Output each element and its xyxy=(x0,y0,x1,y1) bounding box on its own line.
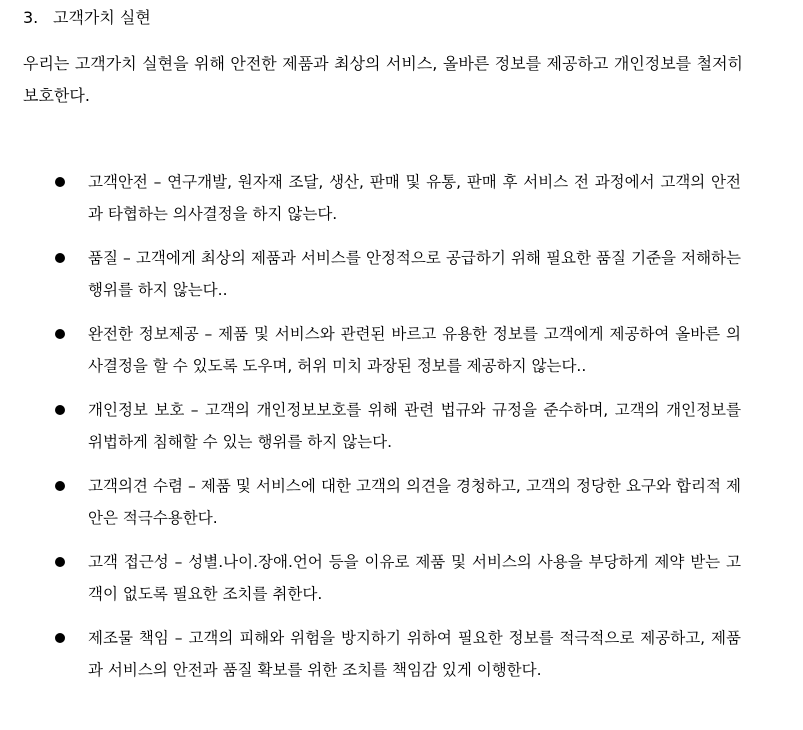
list-item xyxy=(0,166,741,230)
section-heading xyxy=(23,6,151,30)
list-item-text: 고객의견 수렴 – 제품 및 서비스에 대한 고객의 의견을 경청하고, 고객의 정당한 요구와 합리적 제안은 적극수용한다. xyxy=(88,477,741,527)
principles-list xyxy=(0,166,803,698)
intro-paragraph: 우리는 고객가치 실현을 위해 안전한 제품과 최상의 서비스, 올바른 정보를 제공하고 개인정보를 철저히 보호한다. xyxy=(23,54,743,105)
bullet-icon xyxy=(55,177,65,187)
section-title: 고객가치 실현 xyxy=(53,8,151,27)
list-item xyxy=(0,622,741,686)
bullet-icon xyxy=(55,405,65,415)
list-item-text: 고객 접근성 – 성별.나이.장애.언어 등을 이유로 제품 및 서비스의 사용을 부당하게 제약 받는 고객이 없도록 필요한 조치를 취한다. xyxy=(88,553,741,603)
list-item xyxy=(0,318,741,382)
list-item-text: 제조물 책임 – 고객의 피해와 위험을 방지하기 위하여 필요한 정보를 적극적으로 제공하고, 제품과 서비스의 안전과 품질 확보를 위한 조치를 책임감 있게 이행한다. xyxy=(88,629,741,679)
list-item-text: 품질 – 고객에게 최상의 제품과 서비스를 안정적으로 공급하기 위해 필요한 품질 기준을 저해하는 행위를 하지 않는다.. xyxy=(88,249,741,299)
bullet-icon xyxy=(55,633,65,643)
list-item xyxy=(0,470,741,534)
bullet-icon xyxy=(55,557,65,567)
list-item xyxy=(0,546,741,610)
bullet-icon xyxy=(55,329,65,339)
bullet-icon xyxy=(55,253,65,263)
list-item-text: 개인정보 보호 – 고객의 개인정보보호를 위해 관련 법규와 규정을 준수하며, 고객의 개인정보를 위법하게 침해할 수 있는 행위를 하지 않는다. xyxy=(88,401,741,451)
section-number: 3. xyxy=(23,8,39,27)
list-item-text: 고객안전 – 연구개발, 원자재 조달, 생산, 판매 및 유통, 판매 후 서비스 전 과정에서 고객의 안전과 타협하는 의사결정을 하지 않는다. xyxy=(88,173,741,223)
bullet-icon xyxy=(55,481,65,491)
list-item xyxy=(0,394,741,458)
list-item xyxy=(0,242,741,306)
list-item-text: 완전한 정보제공 – 제품 및 서비스와 관련된 바르고 유용한 정보를 고객에게 제공하여 올바른 의사결정을 할 수 있도록 도우며, 허위 미치 과장된 정보를 제공하지 않는다.. xyxy=(88,325,741,375)
